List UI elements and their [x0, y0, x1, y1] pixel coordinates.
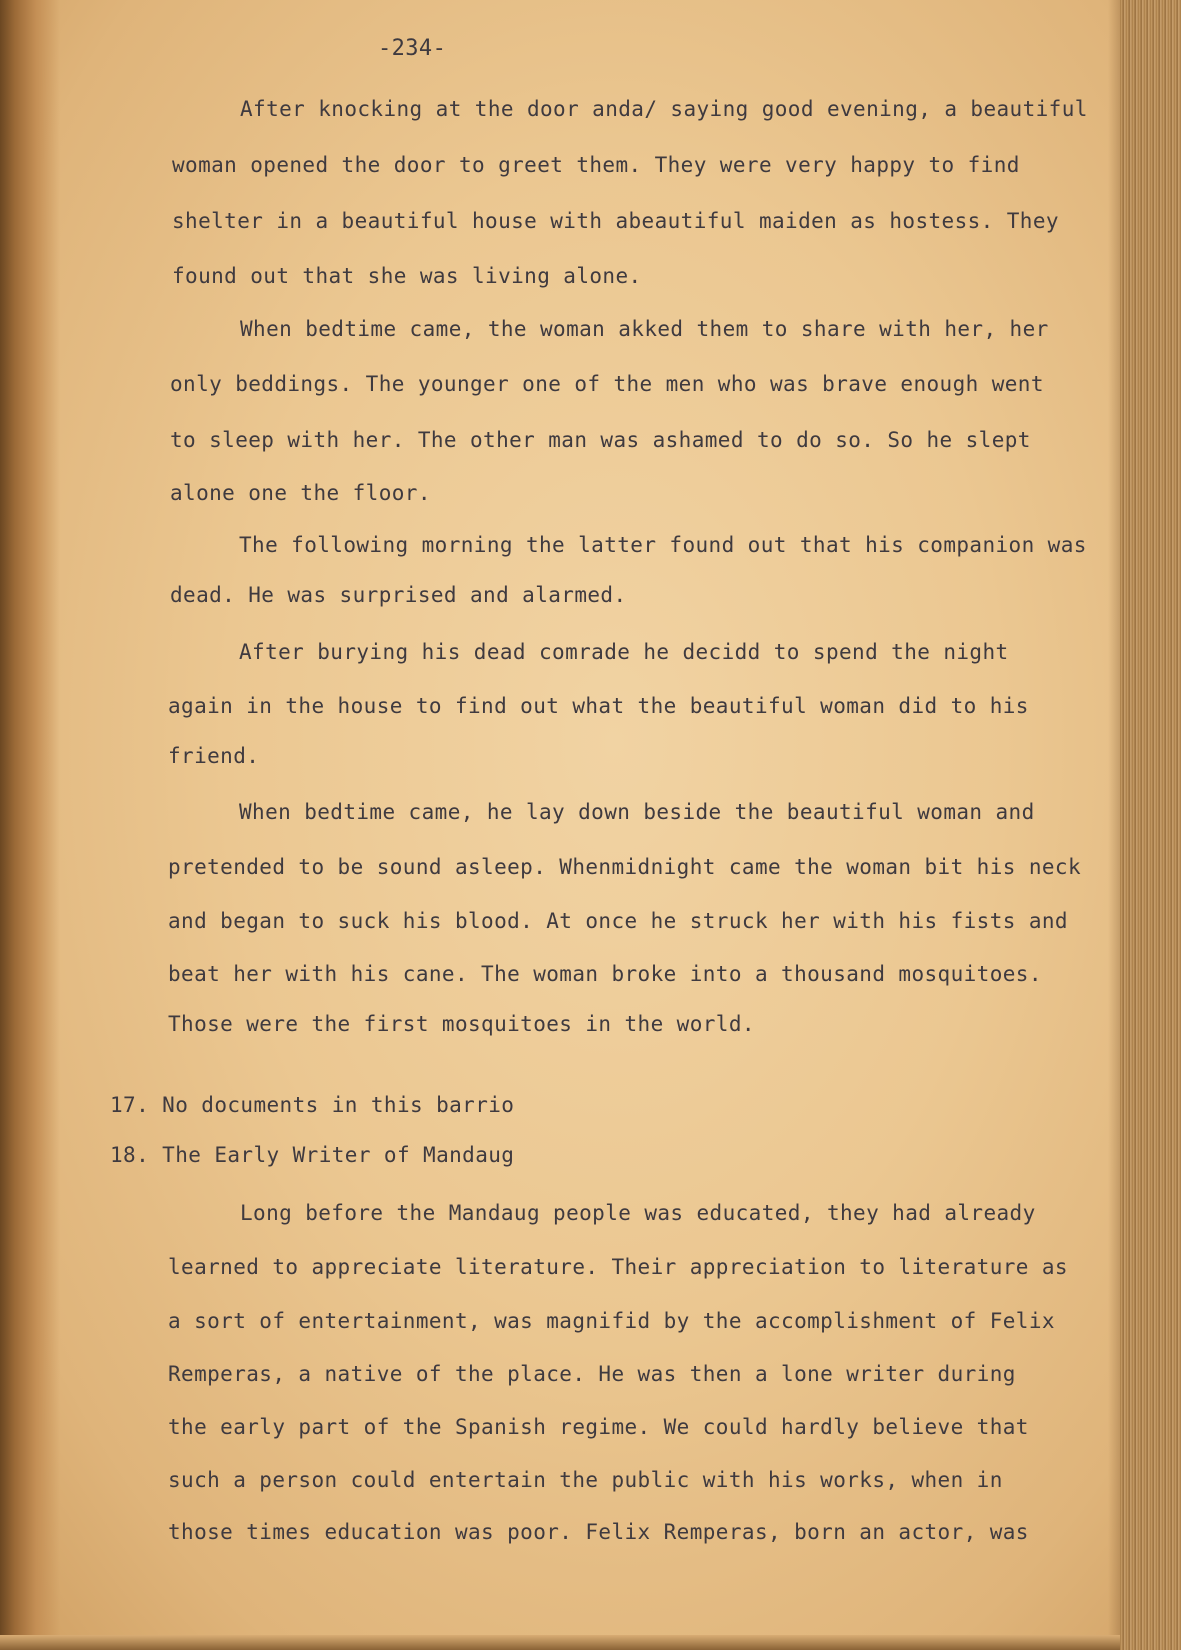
text-line: and began to suck his blood. At once he struck her with his fists and [168, 909, 1068, 933]
text-line: learned to appreciate literature. Their appreciation to literature as [168, 1255, 1068, 1279]
text-line: alone one the floor. [170, 481, 431, 505]
text-line: When bedtime came, he lay down beside the beautiful woman and [239, 800, 1035, 824]
book-page-edges [1120, 0, 1181, 1650]
text-line: those times education was poor. Felix Remperas, born an actor, was [168, 1520, 1029, 1544]
text-line: friend. [168, 744, 260, 768]
text-line: After burying his dead comrade he decidd to spend the night [239, 640, 1009, 664]
text-line: such a person could entertain the public with his works, when in [168, 1468, 1003, 1492]
text-line: the early part of the Spanish regime. We could hardly believe that [168, 1415, 1029, 1439]
text-line: Remperas, a native of the place. He was then a lone writer during [168, 1362, 1016, 1386]
text-line: again in the house to find out what the beautiful woman did to his [168, 694, 1029, 718]
section-heading: 18. The Early Writer of Mandaug [110, 1143, 515, 1167]
text-line: only beddings. The younger one of the men who was brave enough went [170, 372, 1044, 396]
text-line: shelter in a beautiful house with abeautiful maiden as hostess. They [172, 209, 1059, 233]
text-line: woman opened the door to greet them. They were very happy to find [172, 153, 1020, 177]
page-number: -234- [378, 36, 447, 61]
section-heading: 17. No documents in this barrio [110, 1093, 515, 1117]
text-line: a sort of entertainment, was magnifid by the accomplishment of Felix [168, 1309, 1055, 1333]
bottom-page-edge [0, 1635, 1120, 1650]
text-line: Those were the first mosquitoes in the world. [168, 1012, 755, 1036]
text-line: pretended to be sound asleep. Whenmidnight came the woman bit his neck [168, 855, 1082, 879]
text-line: When bedtime came, the woman akked them to share with her, her [240, 317, 1049, 341]
text-line: dead. He was surprised and alarmed. [170, 583, 627, 607]
text-line: Long before the Mandaug people was educated, they had already [240, 1201, 1036, 1225]
binding-shadow [0, 0, 60, 1650]
text-line: beat her with his cane. The woman broke into a thousand mosquitoes. [168, 962, 1042, 986]
text-line: found out that she was living alone. [172, 264, 642, 288]
text-line: After knocking at the door anda/ saying good evening, a beautiful [240, 97, 1088, 121]
text-line: to sleep with her. The other man was ashamed to do so. So he slept [170, 428, 1031, 452]
text-line: The following morning the latter found out that his companion was [239, 533, 1087, 557]
